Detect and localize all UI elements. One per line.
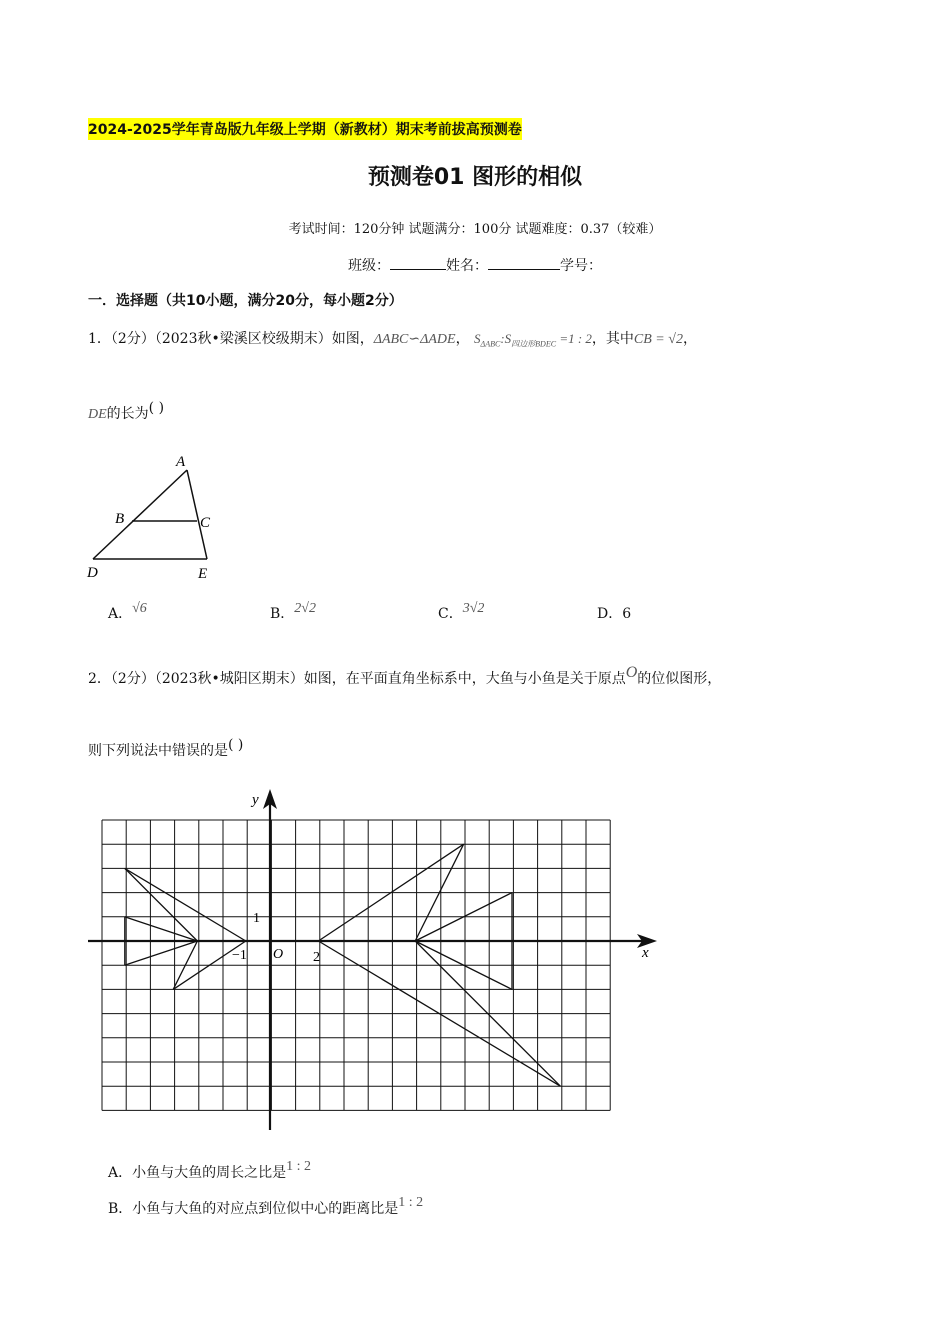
q1-ask: 的长为 (106, 406, 149, 422)
id-label: 学号： (560, 258, 602, 274)
name-label: 姓名： (446, 258, 488, 274)
axis-label-y: y (252, 792, 259, 808)
small-fish-edge (125, 868, 246, 941)
question-1-line2 (88, 400, 165, 423)
question-1-line1 (88, 328, 697, 350)
q1-lead: 如图， (331, 331, 374, 347)
small-fish-edge (125, 917, 198, 941)
q1-comma2: ， (682, 331, 697, 347)
label-a: A (176, 454, 186, 470)
label-d: D (87, 565, 98, 581)
q1-option-d[interactable]: D．6 (597, 606, 632, 622)
tick-label-neg-one: −1 (232, 948, 247, 963)
q1-cb: CB = √2 (633, 332, 683, 347)
class-field[interactable] (390, 255, 446, 270)
name-field[interactable] (488, 255, 560, 270)
q1-similar: ΔABC∽ΔADE (373, 332, 456, 347)
tick-label-one: 1 (253, 911, 260, 926)
side-ad (93, 470, 187, 559)
q1-paren: ( ) (148, 400, 165, 416)
label-c: C (200, 515, 211, 531)
origin-label: O (273, 947, 284, 962)
q1-triangle-figure (80, 450, 230, 585)
q1-de: DE (88, 407, 107, 422)
q1-option-c[interactable]: C．3√2 (438, 601, 485, 622)
q1-number: 1． (88, 331, 111, 347)
q1-comma: ， (455, 331, 470, 347)
q1-option-b[interactable]: B．2√2 (270, 601, 316, 622)
label-e: E (198, 566, 208, 582)
q1-where: ，其中 (591, 331, 634, 347)
q1-area-ratio: $S_{\Delta ABC}:S_{四边形BDEC} =1$ : 2 (474, 331, 592, 349)
label-b: B (115, 511, 125, 527)
class-label: 班级： (348, 258, 390, 274)
q2-option-b[interactable]: B．小鱼与大鱼的对应点到位似中心的距离比是1 : 2 (108, 1195, 424, 1217)
section-heading: 一．选择题（共10小题，满分20分，每小题2分） (88, 293, 403, 309)
page-title: 预测卷01 图形的相似 (367, 165, 583, 190)
coordinate-grid (102, 820, 610, 1110)
tick-label-two: 2 (313, 950, 320, 965)
question-2-line1: 2．（2分）（2023秋•城阳区期末）如图，在平面直角坐标系中，大鱼与小鱼是关于原点O的位似图形， (88, 664, 722, 687)
q2-origin: O (625, 664, 638, 681)
q2-option-a[interactable]: A．小鱼与大鱼的周长之比是1 : 2 (108, 1159, 312, 1181)
exam-info: 考试时间：120分钟 试题满分：100分 试题难度：0.37（较难） (288, 222, 662, 237)
series-title: 2024-2025学年青岛版九年级上学期（新教材）期末考前拔高预测卷 (88, 118, 522, 140)
student-info (0, 255, 950, 275)
axis-label-x: x (642, 945, 649, 961)
q1-option-a[interactable]: A．√6 (108, 601, 147, 622)
question-2-line2: 则下列说法中错误的是( ) (88, 737, 244, 759)
q1-source: （2023秋•梁溪区校级期末） (154, 331, 332, 347)
q2-fish-figure (80, 785, 670, 1135)
q1-score: （2分） (110, 331, 155, 347)
